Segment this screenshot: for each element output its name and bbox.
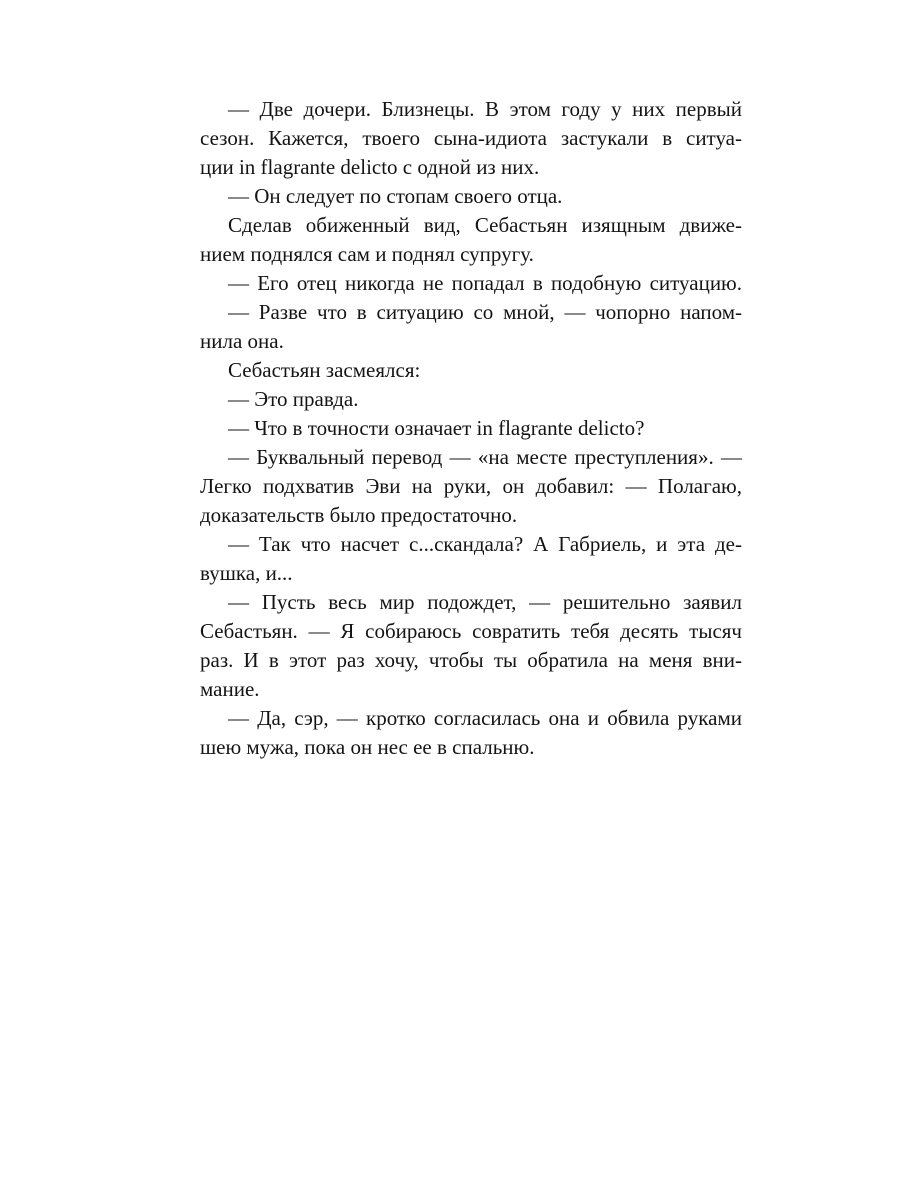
text-line: — Да, сэр, — кротко согласилась она и обвила руками	[228, 706, 742, 730]
text-line: раз. И в этот раз хочу, чтобы ты обратила на меня вни-	[200, 648, 742, 672]
text-line: Себастьян засмеялся:	[228, 358, 421, 382]
text-line: ции in flagrante delicto с одной из них.	[200, 155, 540, 179]
text-line: — Разве что в ситуацию со мной, — чопорно напом-	[228, 300, 742, 324]
text-line: — Буквальный перевод — «на месте преступления». —	[228, 445, 742, 469]
text-line: — Он следует по стопам своего отца.	[228, 184, 563, 208]
text-line: вушка, и...	[200, 561, 293, 585]
text-line: — Это правда.	[228, 387, 359, 411]
text-line: мание.	[200, 677, 260, 701]
text-line: — Что в точности означает in flagrante delicto?	[228, 416, 645, 440]
text-line: доказательств было предостаточно.	[200, 503, 518, 527]
text-line: — Его отец никогда не попадал в подобную ситуацию.	[228, 271, 742, 295]
text-line: шею мужа, пока он нес ее в спальню.	[200, 735, 535, 759]
text-line: сезон. Кажется, твоего сына-идиота застукали в ситуа-	[200, 126, 742, 150]
text-line: — Пусть весь мир подождет, — решительно заявил	[228, 590, 742, 614]
text-line: Сделав обиженный вид, Себастьян изящным движе-	[228, 213, 742, 237]
text-line: — Две дочери. Близнецы. В этом году у них первый	[228, 97, 742, 121]
text-line: Себастьян. — Я собираюсь совратить тебя десять тысяч	[200, 619, 742, 643]
text-line: Легко подхватив Эви на руки, он добавил: — Полагаю,	[200, 474, 742, 498]
page-text	[200, 95, 742, 762]
text-line: — Так что насчет с...скандала? А Габриель, и эта де-	[228, 532, 742, 556]
text-line: нила она.	[200, 329, 284, 353]
text-line: нием поднялся сам и поднял супругу.	[200, 242, 534, 266]
